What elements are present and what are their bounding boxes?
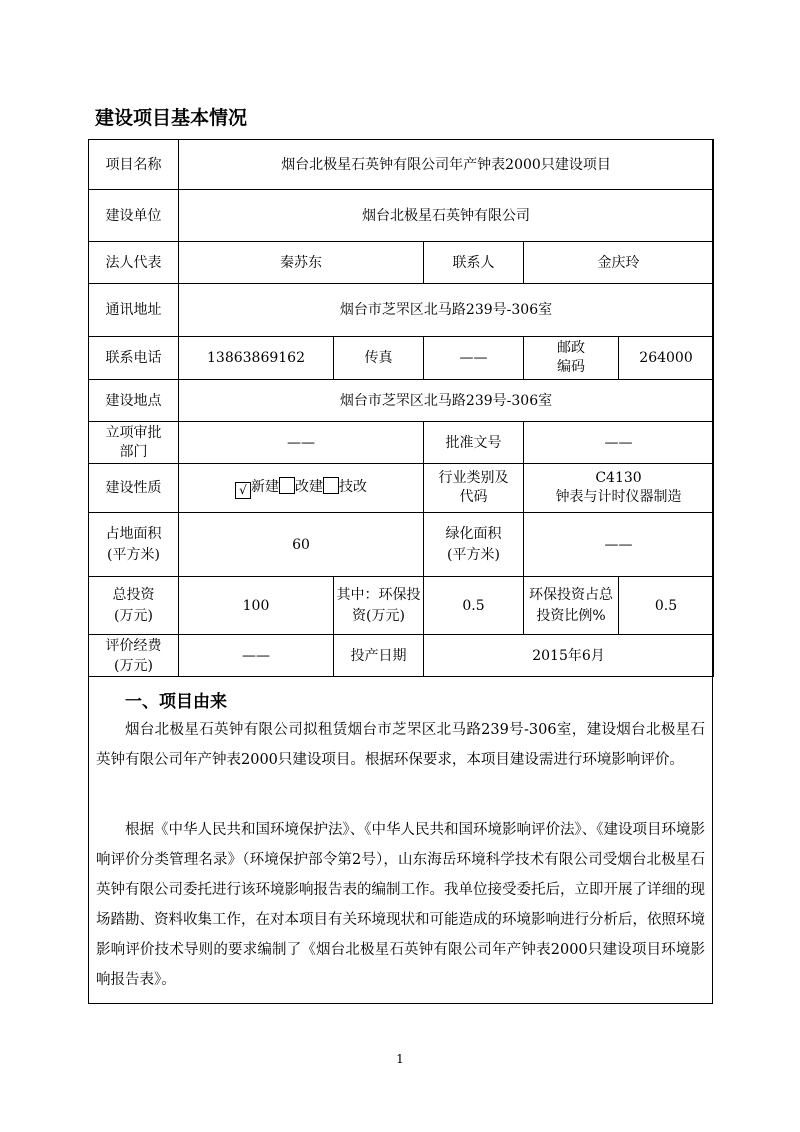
paragraph-2: 根据《中华人民共和国环境保护法》、《中华人民共和国环境影响评价法》、《建设项目环境影响评价分类管理名录》（环境保护部令第2号），山东海岳环境科学技术有限公司受烟台北极星石英钟有限公司委托进行该环境影响报告表的编制工作。我单位接受委托后，立即开展了详细的现场踏勘、资料收集工作，在对本项目有关环境现状和可能造成的环境影响进行分析后，依照环境影响评价技术导则的要求编制了《烟台北极星石英钟有限公司年产钟表2000只建设项目环境影响报告表》。 xyxy=(96,822,705,988)
eval-cost-value: —— xyxy=(179,635,334,677)
site-value: 烟台市芝罘区北马路239号-306室 xyxy=(179,380,714,422)
paragraph-1: 烟台北极星石英钟有限公司拟租赁烟台市芝罘区北马路239号-306室，建设烟台北极星石英钟有限公司年产钟表2000只建设项目。根据环保要求，本项目建设需进行环境影响评价。 xyxy=(96,722,705,768)
table-row xyxy=(89,380,714,422)
industry-code: C4130 xyxy=(595,470,642,486)
postcode-value: 264000 xyxy=(619,337,714,380)
new-build-checkbox: √ xyxy=(235,482,251,499)
postcode-label: 邮政编码 xyxy=(524,337,619,380)
address-label: 通讯地址 xyxy=(89,284,179,337)
fax-label: 传真 xyxy=(334,337,424,380)
document-title: 建设项目基本情况 xyxy=(95,107,248,129)
legal-rep-value: 秦苏东 xyxy=(179,242,424,284)
phone-value: 13863869162 xyxy=(179,337,334,380)
env-invest-value: 0.5 xyxy=(424,577,524,635)
table-row xyxy=(89,422,714,464)
unit-label: 建设单位 xyxy=(89,190,179,242)
project-info-table xyxy=(88,139,714,677)
table-row xyxy=(89,242,714,284)
env-ratio-value: 0.5 xyxy=(619,577,714,635)
site-label: 建设地点 xyxy=(89,380,179,422)
section-title: 一、项目由来 xyxy=(125,692,227,712)
rebuild-checkbox xyxy=(279,477,295,494)
fax-value: —— xyxy=(424,337,524,380)
invest-label: 总投资(万元) xyxy=(89,577,179,635)
prod-date-label: 投产日期 xyxy=(334,635,424,677)
green-value: —— xyxy=(524,513,714,577)
approval-dept-label: 立项审批部门 xyxy=(89,422,179,464)
table-row xyxy=(89,635,714,677)
phone-label: 联系电话 xyxy=(89,337,179,380)
contact-label: 联系人 xyxy=(424,242,524,284)
table-row xyxy=(89,513,714,577)
industry-name: 钟表与计时仪器制造 xyxy=(555,489,682,505)
approval-dept-value: —— xyxy=(179,422,424,464)
project-name-label: 项目名称 xyxy=(89,140,179,190)
address-value: 烟台市芝罘区北马路239号-306室 xyxy=(179,284,714,337)
nature-value xyxy=(179,464,424,513)
prod-date-value: 2015年6月 xyxy=(424,635,714,677)
industry-value xyxy=(524,464,714,513)
tech-reform-label: 技改 xyxy=(339,479,367,495)
contact-value: 金庆玲 xyxy=(524,242,714,284)
table-row xyxy=(89,337,714,380)
table-row xyxy=(89,140,714,190)
area-label: 占地面积(平方米) xyxy=(89,513,179,577)
table-row xyxy=(89,577,714,635)
green-label: 绿化面积(平方米) xyxy=(424,513,524,577)
approval-doc-label: 批准文号 xyxy=(424,422,524,464)
area-value: 60 xyxy=(179,513,424,577)
page-number: 1 xyxy=(396,1052,404,1066)
invest-value: 100 xyxy=(179,577,334,635)
new-build-label: 新建 xyxy=(251,479,279,495)
eval-cost-label: 评价经费(万元) xyxy=(89,635,179,677)
table-row xyxy=(89,284,714,337)
table-row xyxy=(89,464,714,513)
project-name-value: 烟台北极星石英钟有限公司年产钟表2000只建设项目 xyxy=(179,140,714,190)
tech-reform-checkbox xyxy=(323,477,339,494)
industry-label: 行业类别及代码 xyxy=(424,464,524,513)
table-row xyxy=(89,190,714,242)
env-ratio-label: 环保投资占总投资比例% xyxy=(524,577,619,635)
nature-label: 建设性质 xyxy=(89,464,179,513)
legal-rep-label: 法人代表 xyxy=(89,242,179,284)
approval-doc-value: —— xyxy=(524,422,714,464)
unit-value: 烟台北极星石英钟有限公司 xyxy=(179,190,714,242)
rebuild-label: 改建 xyxy=(295,479,323,495)
env-invest-label: 其中：环保投资(万元) xyxy=(334,577,424,635)
